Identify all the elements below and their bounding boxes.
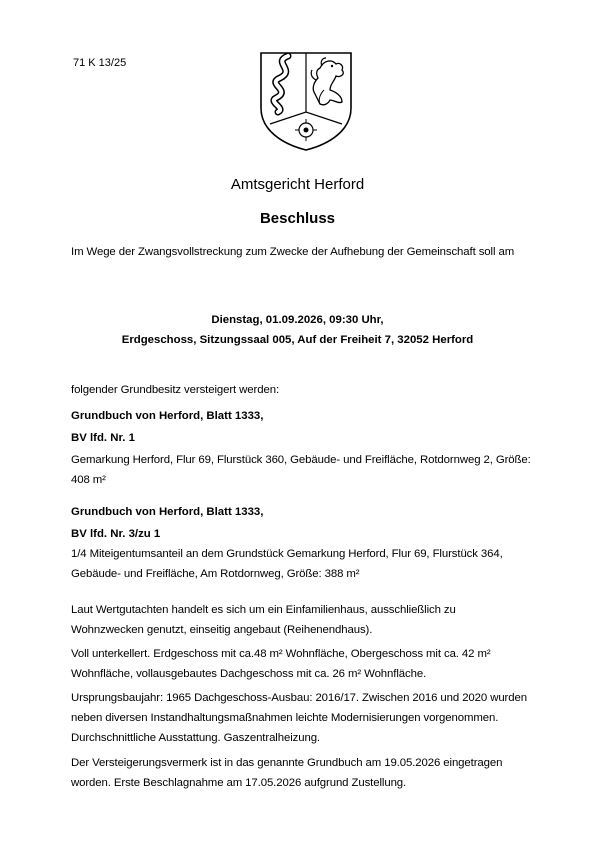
registration-paragraph: Der Versteigerungsvermerk ist in das genannte Grundbuch am 19.05.2026 eingetragen worden. Erste Beschlagnahme am 17.05.2026 aufgrund Zustellung. — [71, 757, 503, 789]
following-text: folgender Grundbesitz versteigert werden: — [71, 384, 280, 396]
valuation-paragraph: Laut Wertgutachten handelt es sich um ein Einfamilienhaus, ausschließlich zu Wohnzwecken genutzt, einseitig angebaut (Reihenendhaus). — [71, 604, 456, 636]
coat-of-arms-icon — [258, 50, 354, 152]
parcel-bv: BV lfd. Nr. 3/zu 1 — [71, 528, 161, 540]
floor-area-paragraph: Voll unterkellert. Erdgeschoss mit ca.48 m² Wohnfläche, Obergeschoss mit ca. 42 m² Wohnfläche, vollausgebautes Dachgeschoss mit ca. 26 m² Wohnfläche. — [71, 648, 491, 680]
parcel-register: Grundbuch von Herford, Blatt 1333, — [71, 410, 264, 422]
auction-date: Dienstag, 01.09.2026, 09:30 Uhr, — [211, 314, 384, 326]
auction-location: Erdgeschoss, Sitzungssaal 005, Auf der Freiheit 7, 32052 Herford — [121, 334, 474, 346]
document-title: Beschluss — [259, 210, 336, 227]
construction-paragraph: Ursprungsbaujahr: 1965 Dachgeschoss-Ausbau: 2016/17. Zwischen 2016 und 2020 wurden neben diversen Instandhaltungsmaßnahmen leichte Modernisierungen vorgenommen. Durchschnittliche Ausstattung. Gaszentralheizung. — [71, 692, 527, 744]
intro-text: Im Wege der Zwangsvollstreckung zum Zwecke der Aufhebung der Gemeinschaft soll am — [71, 246, 515, 258]
parcel-bv: BV lfd. Nr. 1 — [71, 432, 135, 444]
parcel-register: Grundbuch von Herford, Blatt 1333, — [71, 506, 264, 518]
parcel-description: 1/4 Miteigentumsanteil an dem Grundstück Gemarkung Herford, Flur 69, Flurstück 364, Gebäude- und Freifläche, Am Rotdornweg, Größe: 388 m² — [71, 548, 503, 580]
file-number: 71 K 13/25 — [73, 57, 127, 69]
court-name: Amtsgericht Herford — [230, 176, 365, 193]
parcel-description: Gemarkung Herford, Flur 69, Flurstück 360, Gebäude- und Freifläche, Rotdornweg 2, Größe: 408 m² — [71, 454, 531, 486]
